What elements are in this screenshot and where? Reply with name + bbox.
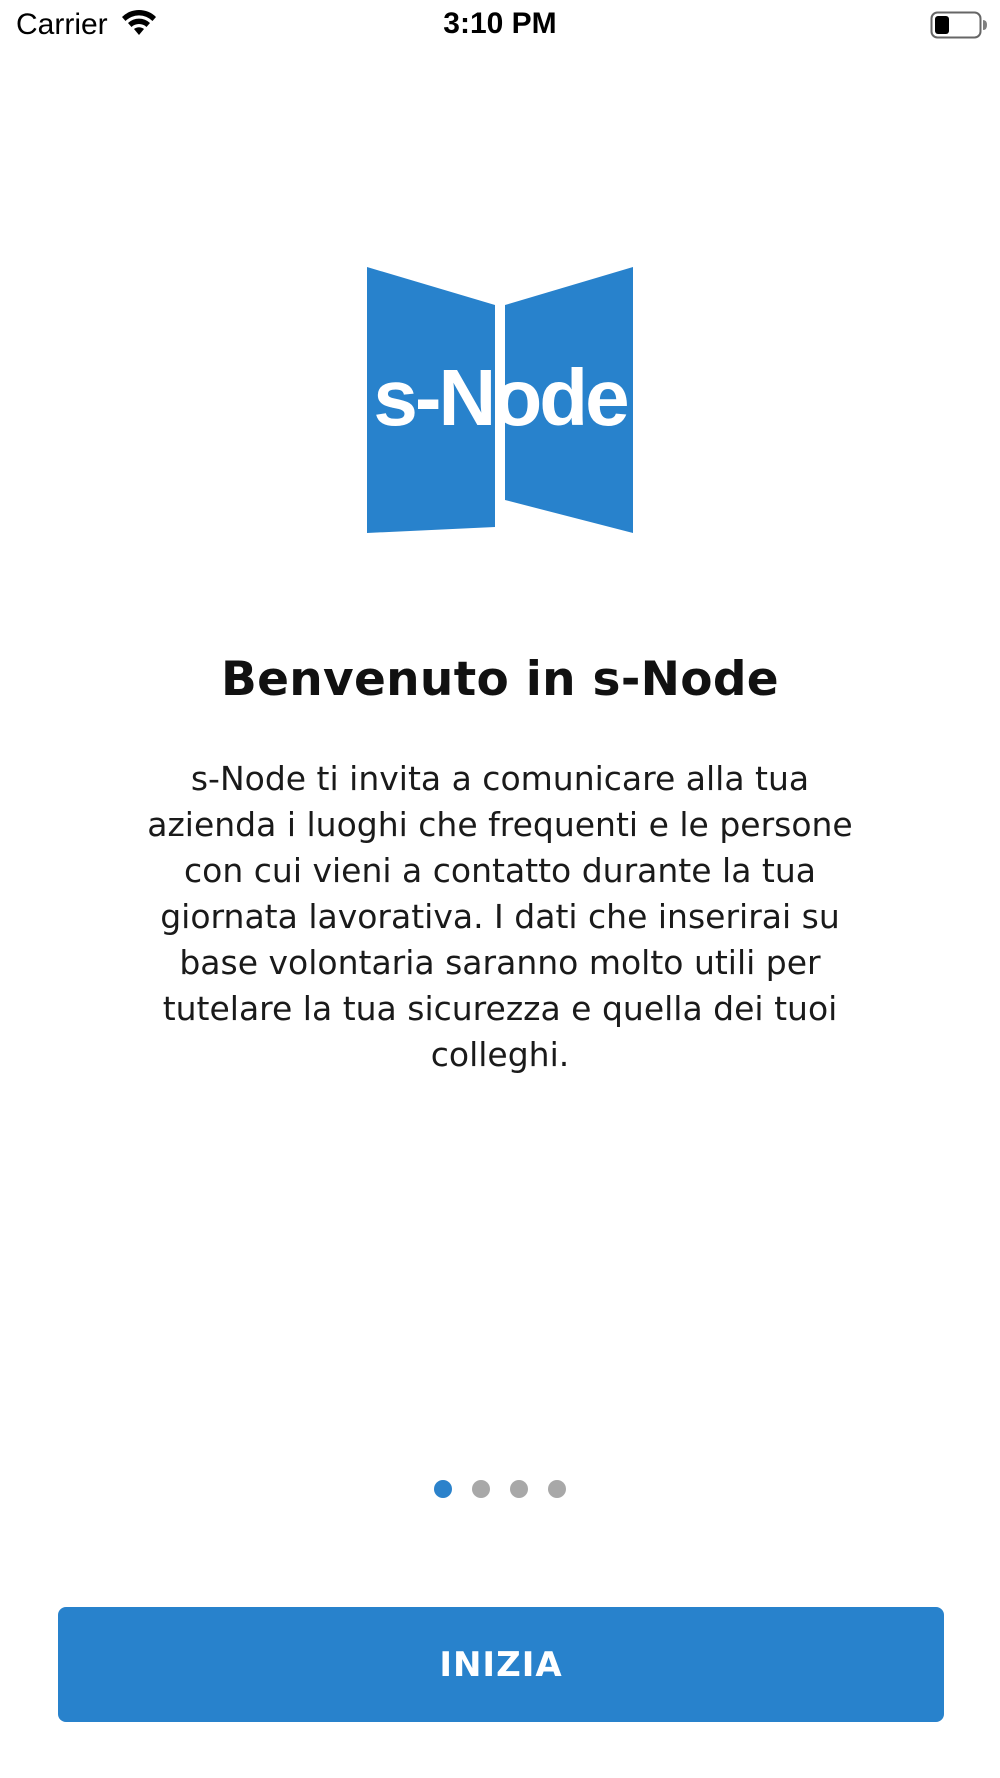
logo-text: s-Node (373, 353, 627, 442)
page-indicator (0, 1480, 1000, 1500)
battery-icon (930, 11, 988, 39)
page-title: Benvenuto in s-Node (221, 652, 779, 707)
carrier-label: Carrier (16, 8, 108, 41)
status-bar (0, 0, 1000, 52)
page-dot-1[interactable] (434, 1480, 452, 1498)
clock: 3:10 PM (443, 7, 557, 40)
page-dot-4[interactable] (548, 1480, 566, 1498)
onboarding-description: s-Node ti invita a comunicare alla tua azienda i luoghi che frequenti e le persone con cui vieni a contatto durante la tua giornata lavorativa. I dati che inserirai su base volontaria saranno molto utili per tutelare la tua sicurezza e quella dei tuoi colleghi. (147, 759, 853, 1074)
page-dot-3[interactable] (510, 1480, 528, 1498)
page-dot-2[interactable] (472, 1480, 490, 1498)
app-logo (365, 265, 635, 535)
start-button[interactable]: INIZIA (58, 1607, 944, 1722)
